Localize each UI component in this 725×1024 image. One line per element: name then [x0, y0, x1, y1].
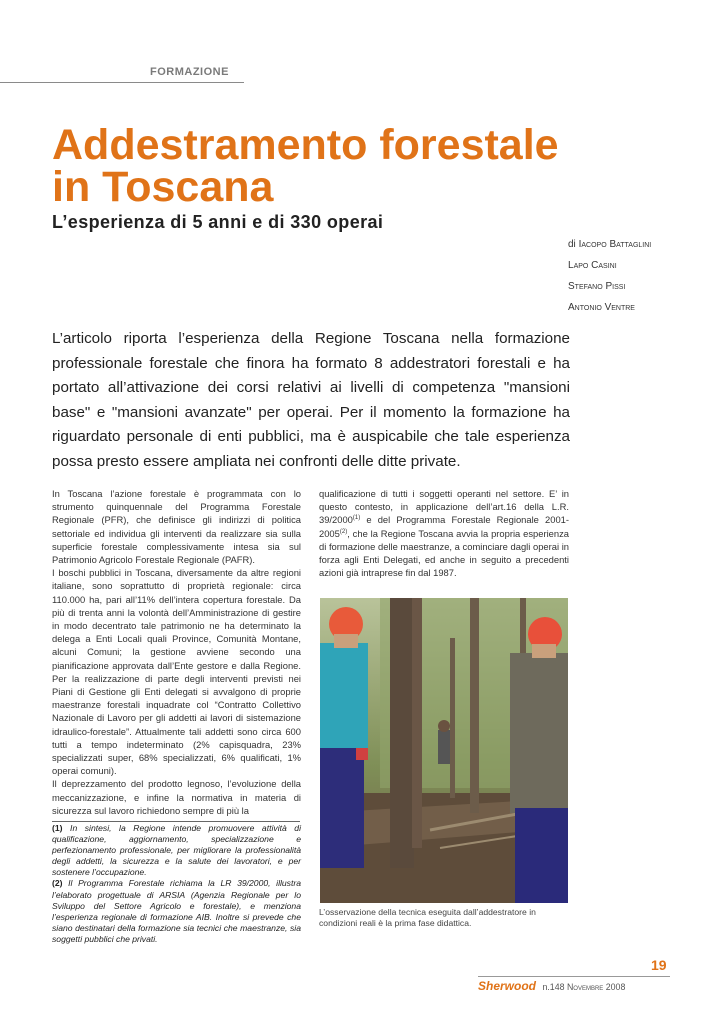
photo-caption: L’osservazione della tecnica eseguita dall’addestratore in condizioni reali è la prima fase didattica. [319, 907, 536, 929]
article-title [52, 121, 692, 211]
body-paragraph: I boschi pubblici in Toscana, diversamente da altre regioni italiane, sono soprattutto di proprietà regionale: circa 110.000 ha, pari all’11% dell’intera copertura forestale. Da più di trenta anni la volontà dell’Amministrazione di gestire in modo decentrato tale patrimonio ne ha determinato la delega a Enti Locali quali Province, Comunità Montane, alcuni Comuni; la gestione avviene secondo una pianificazione approvata dall’Ente gestore e dalla Regione. Per la realizzazione di parte degli interventi previsti nei Piani di Gestione gli Enti delegati si avvalgono di proprie maestranze forestali inquadrate col “Contratto Collettivo Nazionale di Lavoro per gli addetti ai lavori di sistemazione idraulico-forestale”. Attualmente tali addetti sono circa 600 tutti a tempo indeterminato (2% capisquadra, 23% specializzati super, 68% specializzati, 6% qualificati, 1% operai comuni). [52, 567, 301, 777]
body-column-left [52, 487, 301, 817]
footnote-ref[interactable]: (2) [339, 528, 348, 535]
body-paragraph: Il deprezzamento del prodotto legnoso, l’evoluzione della meccanizzazione, e infine la normativa in materia di sicurezza sul lavoro richiedono sempre di più la [52, 778, 301, 816]
issue-number: n.148 [542, 982, 565, 992]
body-paragraph: In Toscana l’azione forestale è programmata con lo strumento quinquennale del Programma Forestale Regionale (PFR), che definisce gli indirizzi di politica settoriale ed individua gli interventi da realizzare sia sulla superficie forestale complessivamente intesa sia sul Patrimonio Agricolo Forestale Regionale (PAFR). [52, 488, 301, 566]
issue-date: Novembre 2008 [566, 982, 626, 992]
magazine-name: Sherwood [478, 979, 537, 993]
title-line-1: Addestramento forestale [52, 121, 559, 169]
footer [478, 979, 625, 993]
author-line: Stefano Pissi [568, 281, 626, 292]
title-line-2: in Toscana [52, 163, 274, 211]
author-line: Antonio Ventre [568, 302, 635, 313]
article-lead: L’articolo riporta l’esperienza della Regione Toscana nella formazione professionale forestale che finora ha formato 8 addestratori forestali e ha portato all’attivazione dei corsi relativi ai livelli di competenza "mansioni base" e "mansioni avanzate" per operai. Per il momento la formazione ha riguardato personale di enti pubblici, ma è auspicabile che tale esperienza possa presto essere ampliata nei confronti delle ditte private. [52, 330, 570, 470]
footnotes [52, 823, 301, 945]
article-subtitle: L’esperienza di 5 anni e di 330 operai [52, 212, 384, 232]
page-number: 19 [651, 957, 667, 973]
author-line: Lapo Casini [568, 260, 617, 271]
footnote-divider [52, 821, 300, 822]
author-line: di Iacopo Battaglini [568, 239, 652, 250]
section-divider [0, 82, 244, 83]
forestry-training-photo [320, 598, 568, 903]
footnote-ref[interactable]: (1) [352, 515, 361, 522]
footer-divider [478, 976, 670, 977]
author-list [568, 234, 718, 318]
body-paragraph: qualificazione di tutti i soggetti operanti nel settore. E’ in questo contesto, in applicazione dell’art.16 della L.R. 39/2000$^{(1)}$ e del Programma Forestale Regionale 2001-2005$^{(2)}$, che la Regione Toscana avvia la propria esperienza di formazione delle maestranze, a cominciare dagli operai in forza agli Enti Delegati, ed anche in seguito a precedenti azioni già intraprese fin dal 1987. [319, 488, 569, 579]
footnote: (1) In sintesi, la Regione intende promuovere attività di qualificazione, aggiornamento, specializzazione e perfezionamento professionale, per migliorare la professionalità degli addetti, la sicurezza e la salute dei lavoratori, e per sostenere l’occupazione. [52, 823, 301, 878]
footnote: (2) Il Programma Forestale richiama la LR 39/2000, illustra l’elaborato progettuale di ARSIA (Agenzia Regionale per lo Sviluppo del Settore Agricolo e forestale), e menziona l’esperienza regionale di formazione AIB. Inoltre si prevede che siano destinatari della formazione sia tecnici che maestranze, sia soggetti pubblici che privati. [52, 878, 301, 944]
section-label: FORMAZIONE [150, 66, 229, 78]
body-column-right [319, 487, 569, 579]
